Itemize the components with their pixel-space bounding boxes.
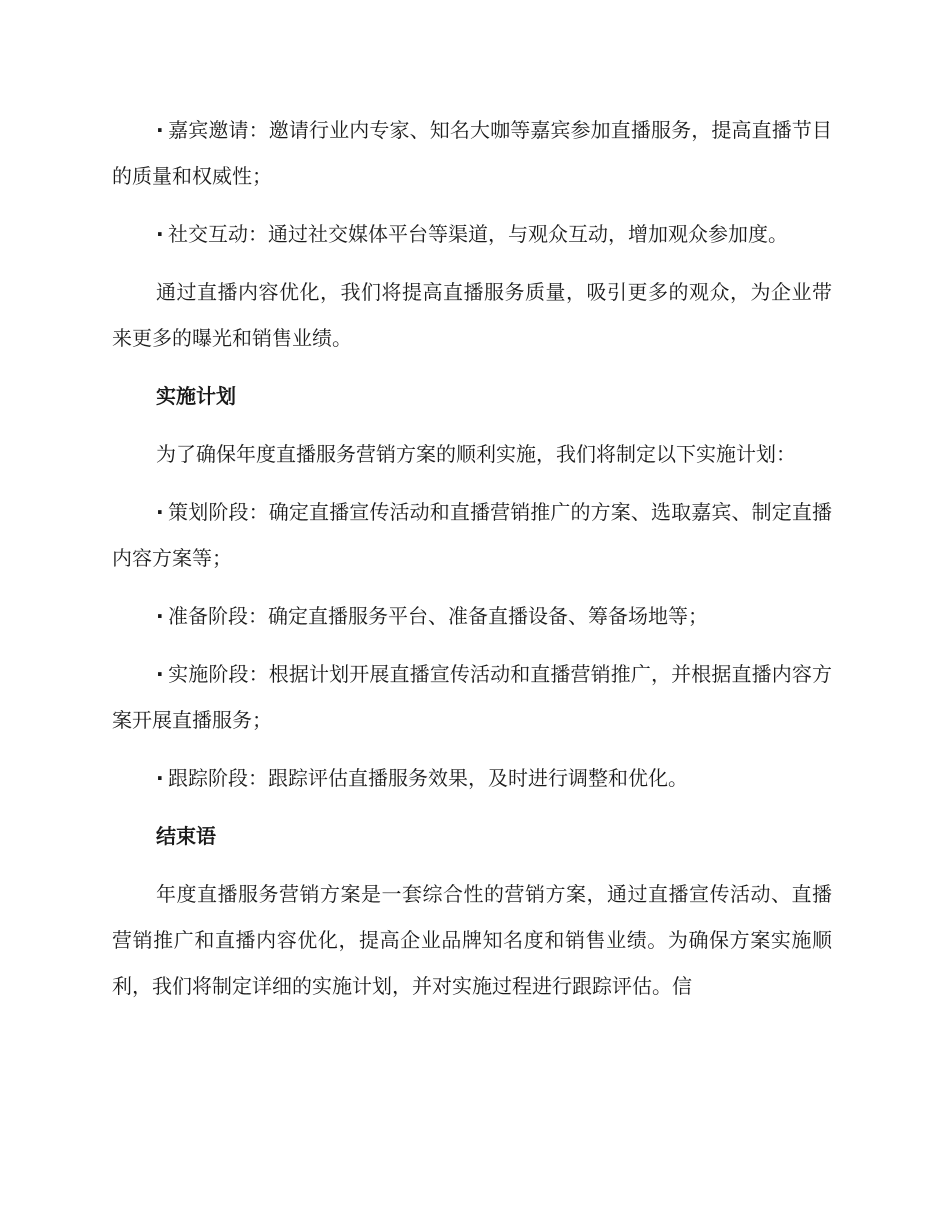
bullet-preparation-stage [112, 593, 832, 639]
bullet-dot: · [156, 766, 164, 790]
bullet-text: 邀请行业内专家、知名大咖等嘉宾参加直播服务，提高直播节目的质量和权威性； [112, 118, 833, 188]
bullet-separator: ： [248, 118, 269, 142]
bullet-term: 社交互动 [168, 222, 248, 246]
bullet-separator: ： [248, 222, 268, 246]
bullet-separator: ： [248, 766, 268, 790]
section-heading-conclusion: 结束语 [156, 824, 216, 848]
bullet-text: 确定直播宣传活动和直播营销推广的方案、选取嘉宾、制定直播内容方案等； [112, 500, 833, 570]
paragraph-plan-intro: 为了确保年度直播服务营销方案的顺利实施，我们将制定以下实施计划： [156, 442, 796, 466]
bullet-implementation-stage [112, 651, 832, 743]
bullet-separator: ： [248, 662, 269, 686]
bullet-term: 策划阶段 [168, 500, 249, 524]
bullet-guest-invitation [112, 107, 832, 199]
bullet-text: 跟踪评估直播服务效果，及时进行调整和优化。 [268, 766, 688, 790]
bullet-separator: ： [248, 500, 269, 524]
bullet-planning-stage [112, 489, 832, 581]
section-heading-plan: 实施计划 [156, 384, 236, 408]
bullet-term: 跟踪阶段 [168, 766, 248, 790]
bullet-dot: · [156, 500, 164, 524]
bullet-tracking-stage [112, 755, 832, 801]
bullet-text: 通过社交媒体平台等渠道，与观众互动，增加观众参加度。 [268, 222, 788, 246]
bullet-dot: · [156, 222, 164, 246]
bullet-social-interaction [112, 211, 832, 257]
bullet-dot: · [156, 118, 164, 142]
document-body [112, 107, 832, 1021]
bullet-separator: ： [248, 604, 268, 628]
bullet-text: 根据计划开展直播宣传活动和直播营销推广，并根据直播内容方案开展直播服务； [112, 662, 833, 732]
bullet-text: 确定直播服务平台、准备直播设备、筹备场地等； [268, 604, 708, 628]
bullet-dot: · [156, 604, 164, 628]
bullet-term: 嘉宾邀请 [168, 118, 249, 142]
paragraph-conclusion: 年度直播服务营销方案是一套综合性的营销方案，通过直播宣传活动、直播营销推广和直播内容优化，提高企业品牌知名度和销售业绩。为确保方案实施顺利，我们将制定详细的实施计划，并对实施过程进行跟踪评估。信 [112, 882, 832, 998]
bullet-dot: · [156, 662, 164, 686]
bullet-term: 准备阶段 [168, 604, 248, 628]
bullet-term: 实施阶段 [168, 662, 249, 686]
paragraph-optimization: 通过直播内容优化，我们将提高直播服务质量，吸引更多的观众，为企业带来更多的曝光和销售业绩。 [112, 280, 832, 350]
